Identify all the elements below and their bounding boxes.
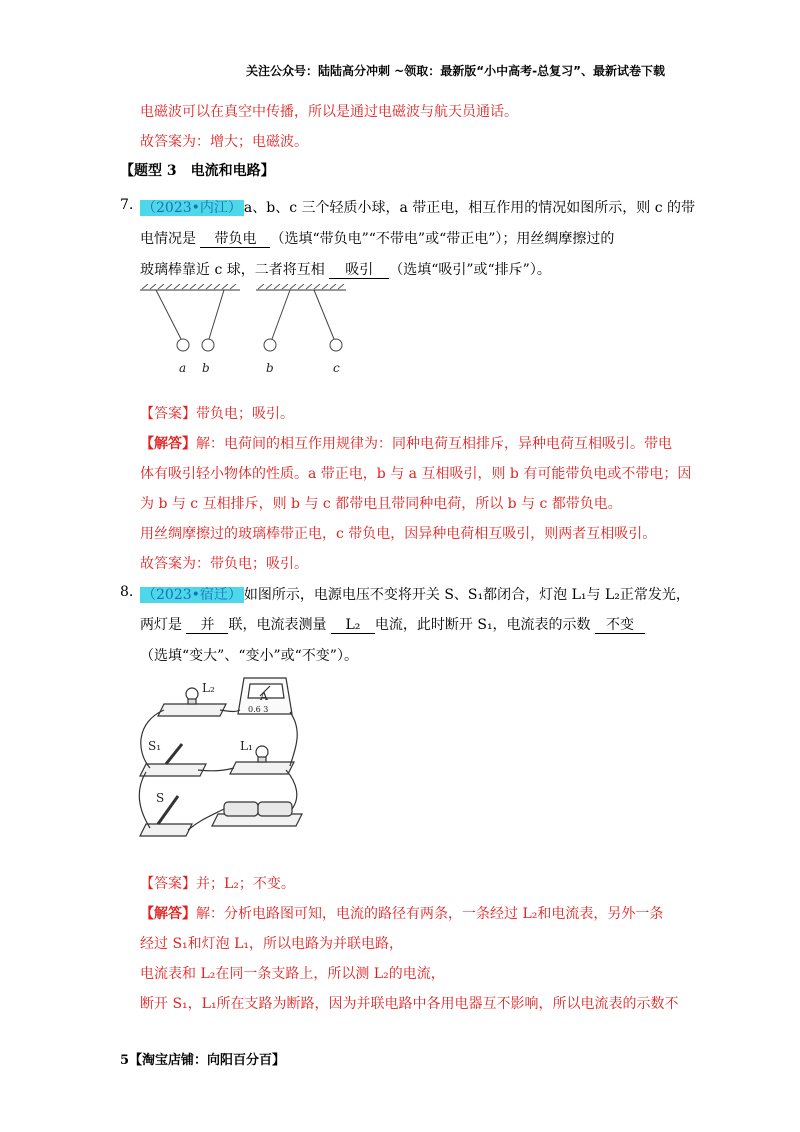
- q7-blank-2: 吸引: [329, 262, 389, 279]
- q7-stem-text: （选填“带负电”“不带电”或“带正电”）；用丝绸摩擦过的: [270, 231, 615, 247]
- label-b2: b: [266, 361, 274, 375]
- q7-line2: [140, 228, 614, 248]
- page-header: 关注公众号：陆陆高分冲刺 ~领取：最新版“小中高考-总复习”、最新试卷下载: [246, 64, 665, 78]
- lamp-l1-bulb: [256, 746, 268, 758]
- thread-c: [314, 290, 334, 339]
- q7-explanation-line1: [140, 433, 672, 453]
- ammeter-scale: 0.6 3: [248, 705, 269, 714]
- q7-line1: [140, 197, 695, 217]
- q8-explanation-line1: [140, 903, 663, 923]
- q8-stem-line1: 如图所示，电源电压不变将开关 S、S₁都闭合，灯泡 L₁与 L₂正常发光，: [243, 587, 690, 603]
- q7-stem-text: 玻璃棒靠近 c 球，二者将互相: [140, 262, 325, 278]
- q8-number: 8.: [120, 584, 134, 600]
- prev-explanation-line: 电磁波可以在真空中传播，所以是通过电磁波与航天员通话。: [140, 104, 518, 120]
- switch-s-base: [140, 824, 192, 836]
- lamp-l2-bulb: [186, 688, 198, 700]
- q7-source-tag: （2023•内江）: [142, 200, 242, 216]
- q7-explanation-head: 【解答】: [140, 436, 196, 452]
- q8-source-tag: （2023•宿迁）: [142, 587, 242, 603]
- q8-explanation-line4: 断开 S₁，L₁所在支路为断路，因为并联电路中各用电器互不影响，所以电流表的示数不: [140, 996, 679, 1012]
- q7-blank-1: 带负电: [200, 231, 270, 248]
- q8-line3: （选填“变大”、“变小”或“不变”）。: [140, 648, 358, 664]
- label-s1: S₁: [148, 739, 162, 753]
- page-footer: 5【淘宝店铺：向阳百分百】: [120, 1053, 286, 1068]
- wire: [290, 712, 297, 766]
- battery-1: [224, 802, 258, 816]
- ball-c: [330, 339, 342, 351]
- q7-stem-text: （选填“吸引”或“排斥”）。: [389, 262, 551, 278]
- q7-explanation-line4: 用丝绸摩擦过的玻璃棒带正电，c 带负电，因异种电荷相互吸引，则两者互相吸引。: [140, 526, 657, 542]
- label-a: a: [179, 361, 187, 375]
- q8-explanation-line3: 电流表和 L₂在同一条支路上，所以测 L₂的电流，: [140, 966, 445, 982]
- q8-explanation-text: 解：分析电路图可知，电流的路径有两条，一条经过 L₂和电流表，另外一条: [196, 906, 664, 922]
- q8-stem-text: 联，电流表测量: [228, 617, 327, 633]
- q8-blank-3: 不变: [595, 617, 645, 634]
- ammeter-label: A: [260, 690, 268, 703]
- q7-stem-line1: a、b、c 三个轻质小球，a 带正电，相互作用的情况如图所示，则 c 的带: [243, 200, 696, 216]
- ball-b: [202, 339, 214, 351]
- lamp-l2-base: [158, 704, 226, 716]
- q8-figure-circuit: [136, 672, 306, 844]
- q7-line3: [140, 259, 551, 279]
- thread-b: [209, 290, 224, 339]
- q7-figure-pendulums: [138, 284, 350, 380]
- switch-s1-base: [140, 764, 206, 776]
- q7-explanation-text: 解：电荷间的相互作用规律为：同种电荷互相排斥，异种电荷互相吸引。带电: [196, 436, 672, 452]
- ball-a: [177, 339, 189, 351]
- label-b: b: [202, 361, 210, 375]
- battery-2: [258, 802, 292, 816]
- q7-number: 7.: [120, 197, 134, 213]
- ball-b2: [264, 339, 276, 351]
- q7-explanation-line2: 体有吸引轻小物体的性质。a 带正电，b 与 a 互相吸引，则 b 有可能带负电或不带电；因: [140, 466, 692, 482]
- lamp-l1-base: [230, 762, 294, 774]
- q8-answer: 【答案】并；L₂；不变。: [140, 876, 295, 892]
- switch-s1-lever: [166, 744, 182, 764]
- q8-blank-1: 并: [186, 617, 228, 634]
- label-l2: L₂: [202, 681, 215, 695]
- q7-answer: 【答案】带负电；吸引。: [140, 406, 294, 422]
- q7-final-answer: 故答案为：带负电；吸引。: [140, 556, 308, 572]
- q7-stem-text: 电情况是: [140, 231, 196, 247]
- q7-explanation-line3: 为 b 与 c 互相排斥，则 b 与 c 都带电且带同种电荷，所以 b 与 c 都带负电。: [140, 496, 622, 512]
- q8-explanation-head: 【解答】: [140, 906, 196, 922]
- wire: [139, 772, 150, 828]
- label-l1: L₁: [240, 739, 253, 753]
- label-c: c: [333, 361, 340, 375]
- q8-blank-2: L₂: [331, 617, 375, 634]
- prev-final-answer: 故答案为：增大；电磁波。: [140, 134, 308, 150]
- q8-line1: [140, 584, 690, 604]
- q8-stem-text: 电流，此时断开 S₁，电流表的示数: [374, 617, 591, 633]
- label-s: S: [156, 791, 165, 805]
- thread-a: [156, 290, 181, 339]
- thread-b2: [272, 290, 290, 339]
- section-title: 【题型 3 电流和电路】: [120, 163, 275, 179]
- q8-stem-text: 两灯是: [140, 617, 182, 633]
- q8-line2: [140, 614, 645, 634]
- q8-explanation-line2: 经过 S₁和灯泡 L₁，所以电路为并联电路，: [140, 936, 404, 952]
